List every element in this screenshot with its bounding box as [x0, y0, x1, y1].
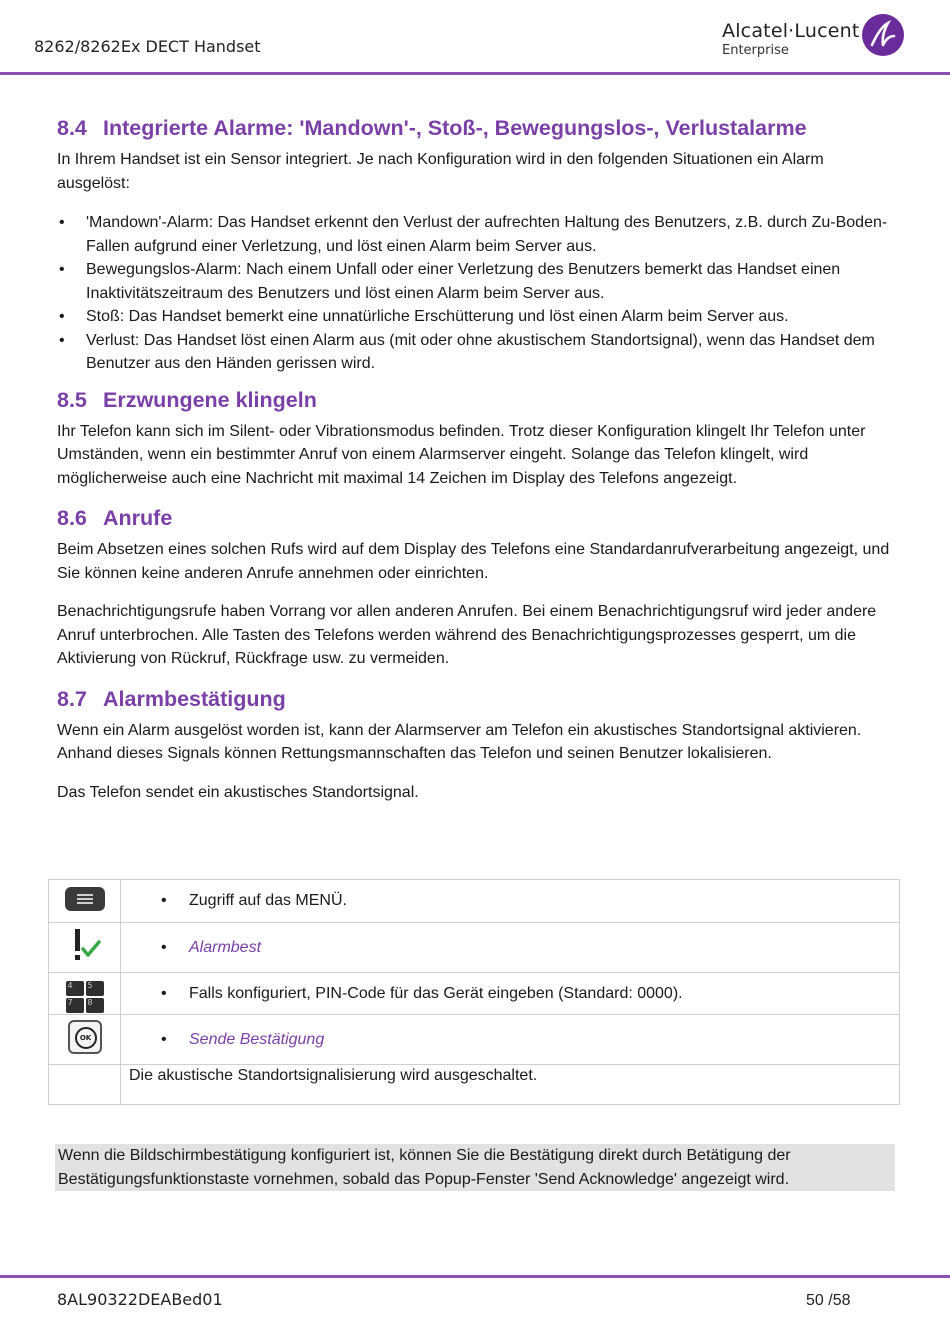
brand-name: Alcatel·Lucent — [722, 20, 860, 42]
section-8-5-text: Ihr Telefon kann sich im Silent- oder Vibrationsmodus befinden. Trotz dieser Konfiguration klingelt Ihr Telefon unter Umständen, wenn ein bestimmter Anruf von einem Alarmserver eingeht. Solange das Telefon klingelt, wird möglicherweise auch eine Nachricht mit maximal 14 Zeichen im Display des Telefons angezeigt. — [57, 422, 866, 487]
list-item: • 'Mandown'-Alarm: Das Handset erkennt den Verlust der aufrechten Haltung des Benutzers, z.B. durch Zu-Boden-Fallen aufgrund einer Verletzung, und löst einen Alarm beim Server aus. — [57, 211, 897, 258]
footer-rule — [0, 1275, 950, 1278]
document-code: 8AL90322DEABed01 — [57, 1290, 223, 1309]
step-text: Falls konfiguriert, PIN-Code für das Gerät eingeben (Standard: 0000). — [189, 984, 683, 1002]
section-8-4-intro: In Ihrem Handset ist ein Sensor integriert. Je nach Konfiguration wird in den folgenden Situationen ein Alarm ausgelöst: — [57, 151, 824, 192]
menu-key-icon — [65, 887, 105, 911]
header-rule — [0, 72, 950, 75]
table-row: OK • Sende Bestätigung — [49, 1015, 900, 1065]
section-8-6-paragraph-1: Beim Absetzen eines solchen Rufs wird auf dem Display des Telefons eine Standardanrufverarbeitung angezeigt, und Sie können keine anderen Anrufe annehmen oder einrichten. — [57, 541, 890, 582]
alarm-types-list — [57, 211, 897, 376]
keypad-icon: 4 5 7 8 — [66, 981, 104, 1013]
main-content — [57, 116, 897, 804]
table-row: 4 5 7 8 • Falls konfiguriert, PIN-Code für das Gerät eingeben (Standard: 0000). — [49, 973, 900, 1015]
section-heading-8-5: 8.5 Erzwungene klingeln — [57, 387, 317, 412]
table-row: • Alarmbest — [49, 923, 900, 973]
acknowledge-steps-table — [48, 879, 900, 1105]
section-heading-8-6: 8.6 Anrufe — [57, 506, 173, 530]
list-item: • Bewegungslos-Alarm: Nach einem Unfall oder einer Verletzung des Benutzers bemerkt das Handset einen Inaktivitätszeitraum des Benutzers und löst einen Alarm beim Server aus. — [57, 258, 897, 305]
list-item: • Stoß: Das Handset bemerkt eine unnatürliche Erschütterung und löst einen Alarm beim Server aus. — [57, 305, 897, 329]
note-box: Wenn die Bildschirmbestätigung konfiguriert ist, können Sie die Bestätigung direkt durch Betätigung der Bestätigungsfunktionstaste vornehmen, sobald das Popup-Fenster 'Send Acknowledge' angezeigt wird. — [55, 1144, 895, 1191]
section-8-6-paragraph-2: Benachrichtigungsrufe haben Vorrang vor allen anderen Anrufen. Bei einem Benachrichtigungsruf wird jeder andere Anruf unterbrochen. Alle Tasten des Telefons werden während des Benachrichtigungsprozesses gesperrt, um die Aktivierung von Rückruf, Rückfrage usw. zu vermeiden. — [57, 603, 877, 667]
section-heading-8-4: 8.4 Integrierte Alarme: 'Mandown'-, Stoß-, Bewegungslos-, Verlustalarme — [57, 116, 807, 140]
ok-key-icon: OK — [68, 1020, 102, 1054]
step-text: Alarmbest — [189, 938, 262, 956]
brand-block — [722, 20, 860, 58]
table-row — [49, 1065, 900, 1105]
brand-subtitle: Enterprise — [722, 43, 789, 58]
section-heading-8-7: 8.7 Alarmbestätigung — [57, 686, 286, 711]
step-text: Zugriff auf das MENÜ. — [189, 892, 347, 909]
document-title: 8262/8262Ex DECT Handset — [34, 37, 261, 56]
list-item: • Verlust: Das Handset löst einen Alarm aus (mit oder ohne akustischem Standortsignal), wenn das Handset dem Benutzer aus den Händen gerissen wird. — [57, 329, 897, 376]
table-row: • Zugriff auf das MENÜ. — [49, 880, 900, 923]
steps-result-text: Die akustische Standortsignalisierung wird ausgeschaltet. — [121, 1065, 900, 1105]
page-header — [0, 0, 950, 75]
step-text: Sende Bestätigung — [189, 1030, 325, 1048]
section-8-7-paragraph-2: Das Telefon sendet ein akustisches Standortsignal. — [57, 783, 419, 801]
alcatel-lucent-logo-icon — [862, 14, 904, 56]
alarm-acknowledge-icon — [68, 950, 102, 967]
page-number: 50 /58 — [806, 1292, 851, 1309]
section-8-7-paragraph-1: Wenn ein Alarm ausgelöst worden ist, kann der Alarmserver am Telefon ein akustisches Standortsignal aktivieren. Anhand dieses Signals können Rettungsmannschaften das Telefon und seinen Benutzer lokalisieren. — [57, 721, 862, 762]
